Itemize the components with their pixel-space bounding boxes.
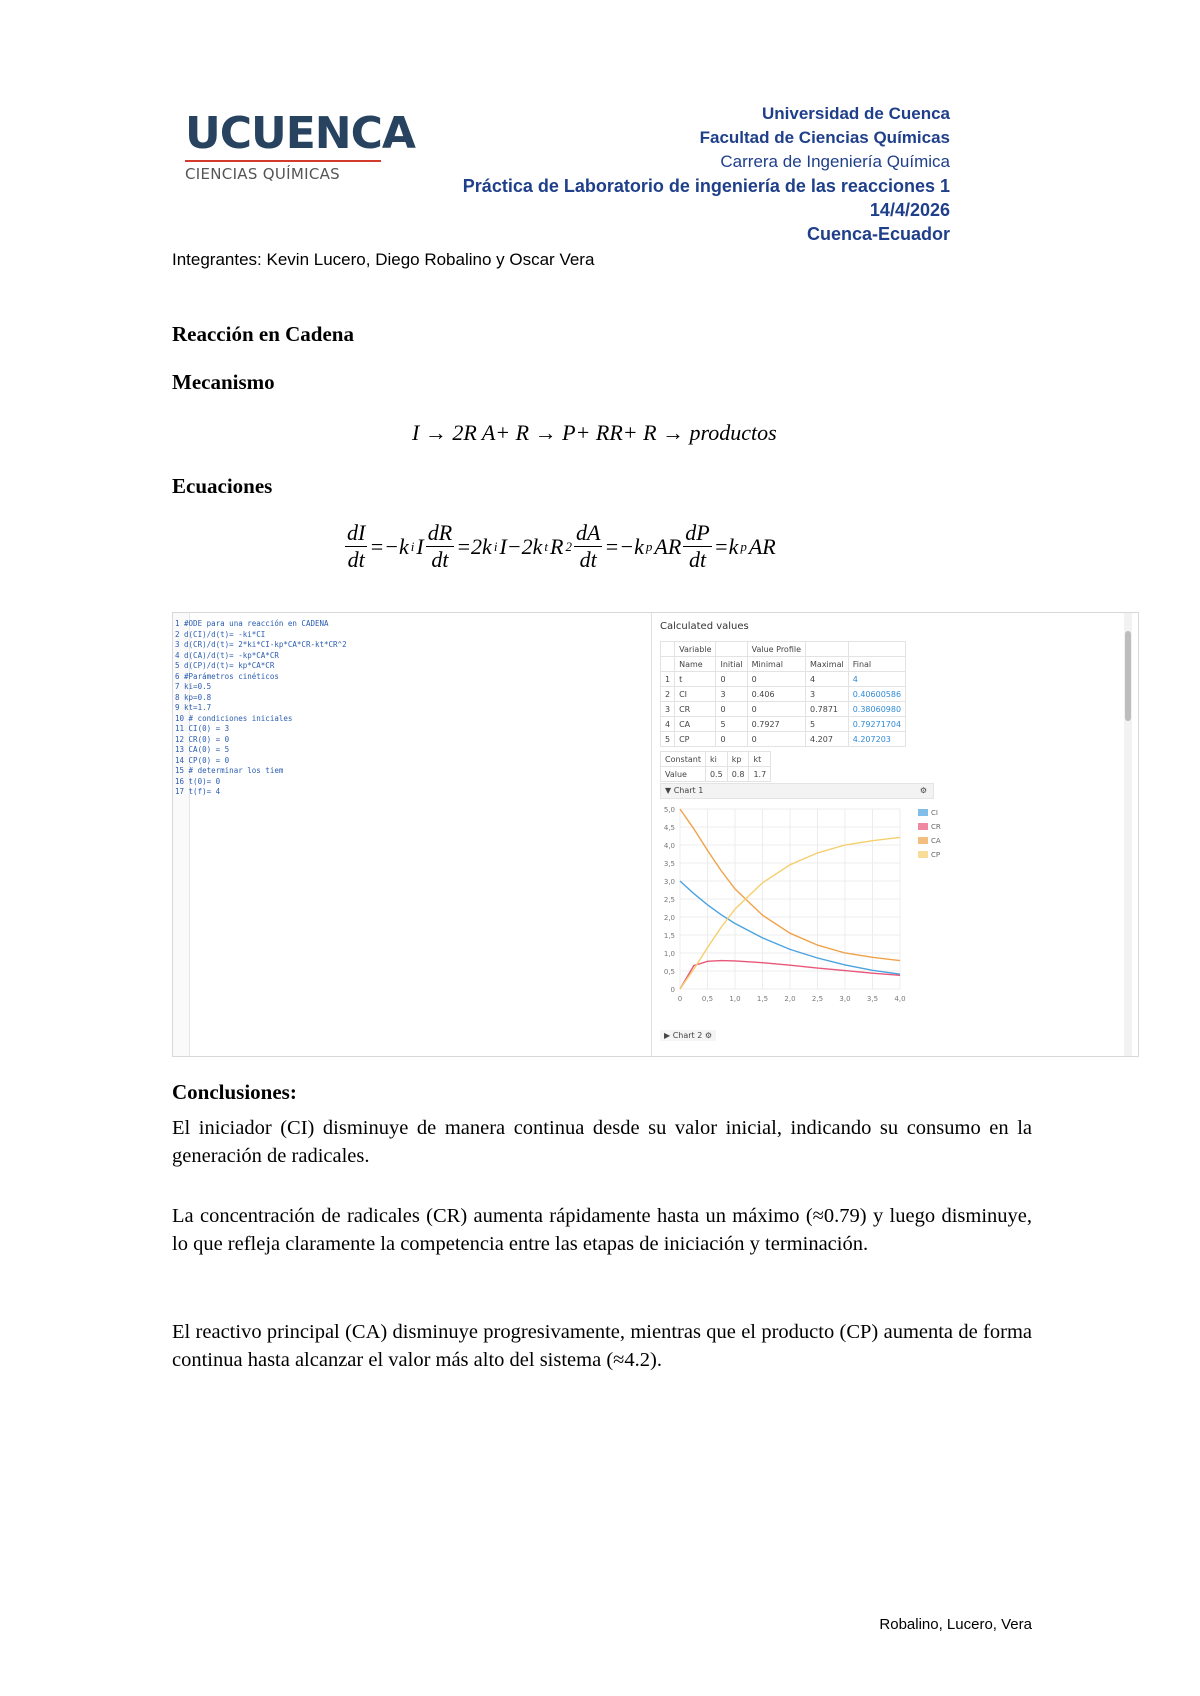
y-tick-label: 4,5: [663, 824, 675, 832]
logo-divider: [185, 160, 381, 162]
y-tick-label: 3,0: [663, 878, 675, 886]
table-cell: CP: [675, 732, 716, 747]
faculty-name: Facultad de Ciencias Químicas: [699, 128, 950, 147]
mechanism-equation: I → 2R A+ R → P+ RR+ R → productos: [412, 420, 777, 445]
table-cell: 0.79271704: [848, 717, 905, 732]
table-cell: 0.8: [727, 767, 749, 782]
table-cell: Initial: [716, 657, 747, 672]
ucuenca-logo: [185, 108, 415, 183]
x-tick-label: 0,5: [701, 995, 714, 1003]
code-line: 14 CP(0) = 0: [175, 755, 230, 765]
code-line: 16 t(0)= 0: [175, 776, 221, 786]
table-header-row: [661, 657, 906, 672]
table-cell: t: [675, 672, 716, 687]
table-row: [661, 672, 906, 687]
table-row: [661, 732, 906, 747]
legend-label: CP: [931, 851, 941, 859]
x-tick-label: 1,0: [729, 995, 741, 1003]
code-line: 8 kp=0.8: [175, 692, 212, 702]
table-row: [661, 687, 906, 702]
members-label: Integrantes:: [172, 250, 262, 269]
table-cell: 1.7: [749, 767, 771, 782]
table-cell: 4.207203: [848, 732, 905, 747]
table-cell: 4: [806, 672, 849, 687]
table-cell: 4.207: [806, 732, 849, 747]
table-cell: ki: [705, 752, 727, 767]
code-line: 7 ki=0.5: [175, 682, 212, 691]
members-line: [172, 250, 594, 270]
legend-label: CA: [931, 837, 941, 845]
table-cell: CI: [675, 687, 716, 702]
results-scrollbar[interactable]: [1124, 613, 1132, 1056]
code-line: 1 #ODE para una reacción en CADENA: [175, 619, 329, 628]
y-tick-label: 1,5: [663, 932, 675, 940]
table-cell: Constant: [661, 752, 706, 767]
y-tick-label: 2,0: [663, 914, 675, 922]
table-cell: 1: [661, 672, 675, 687]
table-cell: [806, 642, 849, 657]
table-cell: 0.7927: [747, 717, 805, 732]
table-cell: 0.406: [747, 687, 805, 702]
conclusion-paragraph: La concentración de radicales (CR) aumenta rápidamente hasta un máximo (≈0.79) y luego disminuye, lo que refleja claramente la competencia entre las etapas de iniciación y terminación.: [172, 1205, 1032, 1255]
conclusions-heading: Conclusiones:: [172, 1080, 297, 1104]
code-line: 15 # determinar los tiem: [175, 766, 284, 775]
table-cell: 0.7871: [806, 702, 849, 717]
table-cell: 2: [661, 687, 675, 702]
members-names: Kevin Lucero, Diego Robalino y Oscar Vera: [266, 250, 595, 269]
line-chart: [652, 799, 941, 1024]
y-tick-label: 4,0: [663, 842, 675, 850]
chart1-label: ▼ Chart 1: [665, 786, 704, 795]
table-cell: Variable: [675, 642, 716, 657]
x-tick-label: 3,5: [866, 995, 879, 1003]
table-cell: kt: [749, 752, 771, 767]
y-tick-label: 3,5: [663, 860, 675, 868]
practice-location: Cuenca-Ecuador: [806, 224, 950, 244]
code-editor[interactable]: [173, 613, 652, 1056]
y-tick-label: 0: [670, 986, 675, 994]
code-line: 2 d(CI)/d(t)= -ki*CI: [175, 629, 266, 639]
table-cell: [716, 642, 747, 657]
y-tick-label: 1,0: [663, 950, 675, 958]
logo-main-text: UCUENCA: [185, 108, 415, 159]
university-name: Universidad de Cuenca: [761, 104, 950, 123]
section-title: Reacción en Cadena: [172, 322, 354, 346]
table-cell: 0: [716, 702, 747, 717]
legend-label: CI: [931, 809, 938, 817]
institution-block: [463, 102, 950, 246]
frac-dp-dt: $\frac{dP}{dt}$: [685, 520, 710, 572]
table-cell: Value Profile: [747, 642, 805, 657]
code-line: 11 CI(0) = 3: [175, 724, 230, 733]
table-cell: 0: [747, 732, 805, 747]
code-line: 12 CR(0) = 0: [175, 734, 230, 744]
code-line: 3 d(CR)/d(t)= 2*ki*CI-kp*CA*CR-kt*CR^2: [175, 640, 347, 649]
constants-table: [660, 751, 771, 782]
x-tick-label: 2,0: [784, 995, 796, 1003]
chart2-header[interactable]: ▶ Chart 2 ⚙: [660, 1030, 716, 1041]
page-footer: Robalino, Lucero, Vera: [879, 1616, 1032, 1633]
table-cell: 0.40600586: [848, 687, 905, 702]
code-line: 4 d(CA)/d(t)= -kp*CA*CR: [175, 650, 279, 660]
x-tick-label: 0: [677, 995, 683, 1003]
table-cell: 0.38060980: [848, 702, 905, 717]
table-cell: Final: [848, 657, 905, 672]
table-cell: 0.5: [705, 767, 727, 782]
table-cell: [661, 657, 675, 672]
polymath-screenshot: [172, 612, 1139, 1057]
table-cell: 3: [716, 687, 747, 702]
y-tick-label: 5,0: [663, 806, 675, 814]
table-cell: 5: [661, 732, 675, 747]
career-name: Carrera de Ingeniería Química: [720, 152, 950, 171]
legend-label: CR: [931, 823, 941, 831]
legend-swatch: [918, 851, 928, 858]
code-line: 5 d(CP)/d(t)= kp*CA*CR: [175, 661, 275, 670]
practice-title: Práctica de Laboratorio de ingeniería de las reacciones 1: [462, 176, 950, 196]
legend-swatch: [918, 823, 928, 830]
legend-swatch: [918, 837, 928, 844]
table-cell: Maximal: [806, 657, 849, 672]
table-cell: 4: [848, 672, 905, 687]
x-tick-label: 3,0: [839, 995, 851, 1003]
table-cell: 0: [747, 702, 805, 717]
table-cell: 3: [806, 687, 849, 702]
calculated-values-table: [660, 641, 906, 747]
table-cell: Value: [661, 767, 706, 782]
x-tick-label: 2,5: [811, 995, 824, 1003]
table-cell: CR: [675, 702, 716, 717]
frac-di-dt: $\frac{dI}{dt}$: [347, 520, 366, 572]
chart1-settings-icon[interactable]: ⚙: [919, 786, 927, 795]
results-pane: [652, 613, 1132, 1056]
code-line: 9 kt=1.7: [175, 703, 212, 712]
table-cell: Name: [675, 657, 716, 672]
table-cell: 0: [716, 732, 747, 747]
table-cell: 4: [661, 717, 675, 732]
code-line: 10 # condiciones iniciales: [175, 713, 293, 723]
table-cell: 5: [806, 717, 849, 732]
equations-heading: Ecuaciones: [172, 474, 273, 498]
table-row: [661, 702, 906, 717]
table-cell: kp: [727, 752, 749, 767]
table-cell: 0: [747, 672, 805, 687]
mechanism-heading: Mecanismo: [172, 370, 275, 394]
practice-date: 14/4/2026: [869, 200, 950, 220]
table-cell: 5: [716, 717, 747, 732]
rate-equations: $\frac{dI}{dt}$ =−k i I $\frac{dR}{dt}$ =2k i I−2k t R 2 $\frac{dA}{dt}$ =−k p AR $\frac{dP}{dt}$ =k p AR: [347, 520, 776, 572]
code-line: 17 t(f)= 4: [175, 787, 221, 796]
y-tick-label: 2,5: [663, 896, 675, 904]
y-tick-label: 0,5: [663, 968, 675, 976]
conclusion-paragraph: El iniciador (CI) disminuye de manera continua desde su valor inicial, indicando su consumo en la generación de radicales.: [172, 1117, 1032, 1167]
frac-dr-dt: $\frac{dR}{dt}$: [427, 520, 453, 572]
table-cell: CA: [675, 717, 716, 732]
table-cell: [661, 642, 675, 657]
table-header-row: [661, 752, 771, 767]
table-cell: [848, 642, 905, 657]
conclusion-paragraph: El reactivo principal (CA) disminuye progresivamente, mientras que el producto (CP) aumenta de forma continua hasta alcanzar el valor más alto del sistema (≈4.2).: [172, 1321, 1032, 1371]
calculated-values-title: Calculated values: [660, 621, 749, 632]
chart1-header[interactable]: [660, 783, 934, 799]
x-tick-label: 1,5: [756, 995, 769, 1003]
table-cell: 0: [716, 672, 747, 687]
code-line: 13 CA(0) = 5: [175, 745, 230, 754]
x-tick-label: 4,0: [894, 995, 906, 1003]
logo-sub-text: CIENCIAS QUÍMICAS: [185, 165, 340, 183]
table-cell: 3: [661, 702, 675, 717]
table-header-row: [661, 642, 906, 657]
legend-swatch: [918, 809, 928, 816]
frac-da-dt: $\frac{dA}{dt}$: [575, 520, 601, 572]
table-row: [661, 767, 771, 782]
table-cell: Minimal: [747, 657, 805, 672]
table-row: [661, 717, 906, 732]
scrollbar-thumb[interactable]: [1125, 631, 1131, 721]
code-line: 6 #Parámetros cinéticos: [175, 671, 279, 681]
